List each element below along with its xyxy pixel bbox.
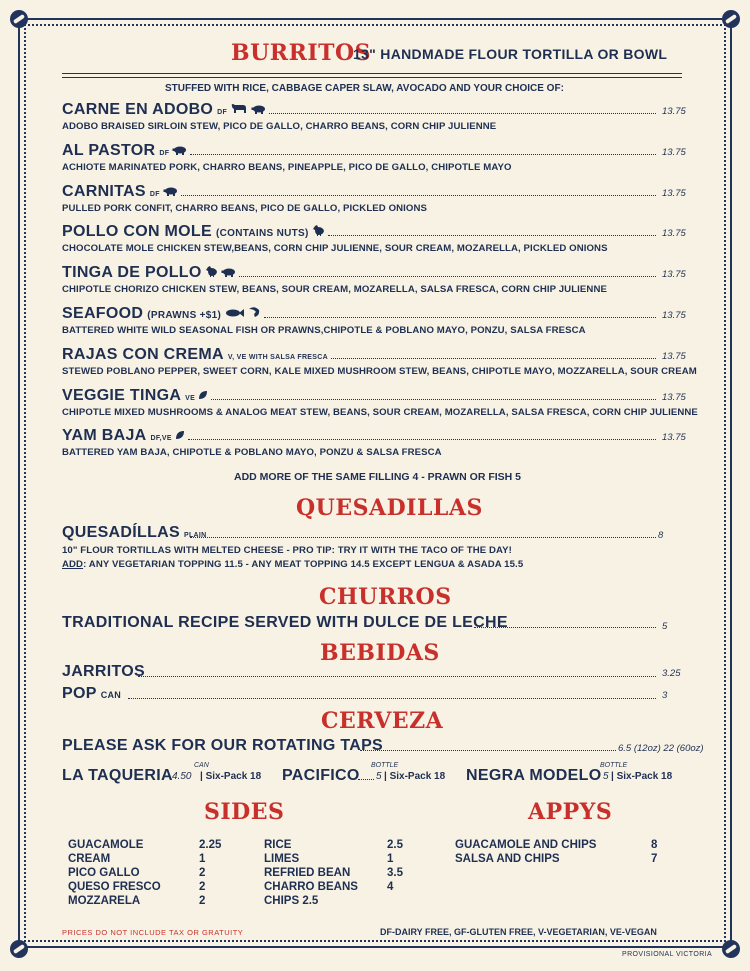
item-name-text: TINGA DE POLLO <box>62 264 202 282</box>
leader-dots <box>328 234 656 236</box>
leader-dots <box>190 153 656 155</box>
side-item-name: SALSA AND CHIPS <box>455 853 560 865</box>
side-item-price: 1 <box>199 853 206 865</box>
pig-icon <box>172 142 187 160</box>
burrito-item-name <box>62 305 261 323</box>
bebidas-item-price: 3.25 <box>662 668 681 679</box>
beer-price: 4.50 <box>172 771 192 782</box>
leader-dots <box>138 675 656 677</box>
side-item-name: CREAM <box>68 853 111 865</box>
burrito-item-price: 13.75 <box>662 228 686 239</box>
burritos-title: BURRITOS <box>231 40 372 66</box>
side-item <box>68 838 238 852</box>
side-item <box>264 866 414 880</box>
side-item-price: 1 <box>387 853 394 865</box>
burrito-item-price: 13.75 <box>662 269 686 280</box>
cerveza-taps-price: 6.5 (12oz) 22 (60oz) <box>618 743 704 754</box>
item-diet-tag: V, VE WITH SALSA FRESCA <box>227 354 328 361</box>
diet-legend: DF-DAIRY FREE, GF-GLUTEN FREE, V-VEGETARIAN, VE-VEGAN <box>380 927 657 937</box>
side-item-name: MOZZARELA <box>68 895 141 907</box>
burrito-item-desc: CHIPOTLE MIXED MUSHROOMS & ANALOG MEAT STEW, BEANS, SOUR CREAM, MOZARELLA, SALSA FRESCA, CORN CHIP JULIENNE <box>62 407 698 418</box>
leader-dots <box>360 749 616 751</box>
divider <box>62 73 682 74</box>
beer-price: 5 <box>376 771 382 782</box>
side-item-name: CHARRO BEANS <box>264 881 358 893</box>
beer-name: PACIFICO <box>282 767 360 784</box>
burrito-item-desc: ADOBO BRAISED SIRLOIN STEW, PICO DE GALLO, CHARRO BEANS, CORN CHIP JULIENNE <box>62 121 497 132</box>
side-item-name: REFRIED BEAN <box>264 867 351 879</box>
burrito-item-name <box>62 183 178 201</box>
side-item-price: 4 <box>387 881 394 893</box>
side-item-price: 2.25 <box>199 839 222 851</box>
side-item <box>68 880 238 894</box>
appys-list <box>455 838 665 866</box>
leader-dots <box>331 357 656 359</box>
burrito-item-price: 13.75 <box>662 188 686 199</box>
burrito-item-name <box>62 264 236 282</box>
burrito-item-name <box>62 142 187 160</box>
pig-icon <box>221 264 236 282</box>
item-name-text: CARNE EN ADOBO <box>62 101 214 119</box>
burrito-item-price: 13.75 <box>662 106 686 117</box>
side-item <box>264 880 414 894</box>
bebidas-item-price: 3 <box>662 690 668 701</box>
sides-list-1 <box>68 838 238 908</box>
corner-ornament-icon <box>10 10 28 28</box>
side-item-price: 2 <box>199 867 206 879</box>
cerveza-title: CERVEZA <box>321 708 444 734</box>
side-item-price: 2 <box>199 881 206 893</box>
beer-price: 5 <box>603 771 609 782</box>
side-item-price: 2.5 <box>387 839 403 851</box>
burrito-item-name <box>62 387 208 405</box>
leader-dots <box>358 778 374 780</box>
churros-item-name: TRADITIONAL RECIPE SERVED WITH DULCE DE LECHE <box>62 614 508 631</box>
burrito-item-price: 13.75 <box>662 432 686 443</box>
beer-unit: CAN <box>194 762 209 769</box>
item-name-text: YAM BAJA <box>62 427 147 445</box>
side-item <box>264 894 414 908</box>
burrito-item-price: 13.75 <box>662 147 686 158</box>
burrito-item-price: 13.75 <box>662 351 686 362</box>
item-name-text: VEGGIE TINGA <box>62 387 182 405</box>
beer-sixpack: | Six-Pack 18 <box>384 771 446 782</box>
tax-note: PRICES DO NOT INCLUDE TAX OR GRATUITY <box>62 928 244 937</box>
burrito-item-desc: BATTERED WHITE WILD SEASONAL FISH OR PRAWNS,CHIPOTLE & POBLANO MAYO, PONZU, SALSA FRESCA <box>62 325 586 336</box>
side-item-name: QUESO FRESCO <box>68 881 161 893</box>
quesadillas-price: 8 <box>658 530 664 541</box>
cerveza-taps-name: PLEASE ASK FOR OUR ROTATING TAPS <box>62 737 384 754</box>
item-diet-tag: VE <box>185 395 196 403</box>
corner-ornament-icon <box>722 10 740 28</box>
appys-title: APPYS <box>528 799 613 825</box>
side-item <box>68 852 238 866</box>
side-item-name: PICO GALLO <box>68 867 140 879</box>
item-diet-tag: DF <box>217 109 228 117</box>
burrito-item-price: 13.75 <box>662 310 686 321</box>
item-diet-tag: DF <box>149 191 160 199</box>
leader-dots <box>128 697 656 699</box>
item-diet-tag: (PRAWNS +$1) <box>147 310 222 322</box>
burrito-item-desc: ACHIOTE MARINATED PORK, CHARRO BEANS, PINEAPPLE, PICO DE GALLO, CHIPOTLE MAYO <box>62 162 512 173</box>
leader-dots <box>474 626 656 628</box>
bebidas-item-name: POP CAN <box>62 685 122 702</box>
item-name-text: AL PASTOR <box>62 142 156 160</box>
sides-list-2 <box>264 838 414 908</box>
side-item-name: LIMES <box>264 853 300 865</box>
burrito-item-desc: CHIPOTLE CHORIZO CHICKEN STEW, BEANS, SOUR CREAM, MOZARELLA, SALSA FRESCA, CORN CHIP JULIENNE <box>62 284 607 295</box>
leader-dots <box>239 275 656 277</box>
leaf-icon <box>198 387 208 405</box>
leader-dots <box>211 398 656 400</box>
divider <box>62 77 682 78</box>
burrito-item-name <box>62 101 266 119</box>
side-item-name: CHIPS 2.5 <box>264 895 319 907</box>
fish-icon <box>224 305 244 323</box>
bebidas-title: BEBIDAS <box>320 640 440 666</box>
side-item <box>68 894 238 908</box>
bebidas-item-name: JARRITOS <box>62 663 146 680</box>
leaf-icon <box>175 427 185 445</box>
beer-unit: BOTTLE <box>371 762 399 769</box>
quesadillas-title: QUESADILLAS <box>296 495 483 521</box>
side-item <box>455 838 665 852</box>
side-item-price: 3.5 <box>387 867 403 879</box>
burrito-item-desc: BATTERED YAM BAJA, CHIPOTLE & POBLANO MAYO, PONZU & SALSA FRESCA <box>62 447 442 458</box>
corner-ornament-icon <box>10 940 28 958</box>
side-item-price: 2 <box>199 895 206 907</box>
quesadillas-desc: 10" FLOUR TORTILLAS WITH MELTED CHEESE - PRO TIP: TRY IT WITH THE TACO OF THE DAY! <box>62 545 512 556</box>
pig-icon <box>163 183 178 201</box>
item-name-text: POLLO CON MOLE <box>62 223 212 241</box>
item-diet-tag: DF <box>159 150 170 158</box>
leader-dots <box>269 112 656 114</box>
chicken-icon <box>312 223 325 241</box>
leader-dots <box>181 194 656 196</box>
pig-icon <box>251 101 266 119</box>
beer-sixpack: | Six-Pack 18 <box>611 771 673 782</box>
quesadillas-item-name: QUESADÍLLAS PLAIN <box>62 524 207 541</box>
churros-title: CHURROS <box>319 584 452 610</box>
beer-unit: BOTTLE <box>600 762 628 769</box>
leader-dots <box>190 536 656 538</box>
burritos-add-more: ADD MORE OF THE SAME FILLING 4 - PRAWN OR FISH 5 <box>234 471 522 483</box>
item-name-text: CARNITAS <box>62 183 146 201</box>
quesadillas-add: ADD: ANY VEGETARIAN TOPPING 11.5 - ANY MEAT TOPPING 14.5 EXCEPT LENGUA & ASADA 15.5 <box>62 559 524 570</box>
side-item-name: RICE <box>264 839 292 851</box>
shrimp-icon <box>247 305 261 323</box>
item-diet-tag: DF,VE <box>150 435 172 443</box>
side-item-price: 8 <box>651 839 658 851</box>
side-item <box>264 838 414 852</box>
burrito-item-name <box>62 427 185 445</box>
item-name-text: RAJAS CON CREMA <box>62 346 224 363</box>
beer-sixpack: | Six-Pack 18 <box>200 771 262 782</box>
item-diet-tag: (CONTAINS NUTS) <box>215 228 309 240</box>
side-item-price: 7 <box>651 853 658 865</box>
cow-icon <box>230 101 248 119</box>
burrito-item-name <box>62 346 328 364</box>
burrito-item-desc: STEWED POBLANO PEPPER, SWEET CORN, KALE MIXED MUSHROOM STEW, BEANS, CHIPOTLE MAYO, MOZZARELLA, SOUR CREAM <box>62 366 697 377</box>
side-item <box>68 866 238 880</box>
chicken-icon <box>205 264 218 282</box>
item-name-text: SEAFOOD <box>62 305 144 323</box>
burritos-intro: STUFFED WITH RICE, CABBAGE CAPER SLAW, AVOCADO AND YOUR CHOICE OF: <box>165 83 564 94</box>
burrito-item-name <box>62 223 325 241</box>
churros-price: 5 <box>662 621 668 632</box>
side-item-name: GUACAMOLE AND CHIPS <box>455 839 597 851</box>
corner-ornament-icon <box>722 940 740 958</box>
beer-name: NEGRA MODELO <box>466 767 602 784</box>
burrito-item-desc: PULLED PORK CONFIT, CHARRO BEANS, PICO DE GALLO, PICKLED ONIONS <box>62 203 428 214</box>
side-item <box>264 852 414 866</box>
side-item-name: GUACAMOLE <box>68 839 144 851</box>
beer-name: LA TAQUERIA <box>62 767 173 784</box>
leader-dots <box>264 316 656 318</box>
side-item <box>455 852 665 866</box>
brand-footer: PROVISIONAL VICTORIA <box>622 951 713 958</box>
burrito-item-desc: CHOCOLATE MOLE CHICKEN STEW,BEANS, CORN CHIP JULIENNE, SOUR CREAM, MOZARELLA, PICKLED ONIONS <box>62 243 608 254</box>
leader-dots <box>188 438 656 440</box>
burritos-subtitle: 13" HANDMADE FLOUR TORTILLA OR BOWL <box>353 46 668 62</box>
sides-title: SIDES <box>204 799 285 825</box>
burrito-item-price: 13.75 <box>662 392 686 403</box>
